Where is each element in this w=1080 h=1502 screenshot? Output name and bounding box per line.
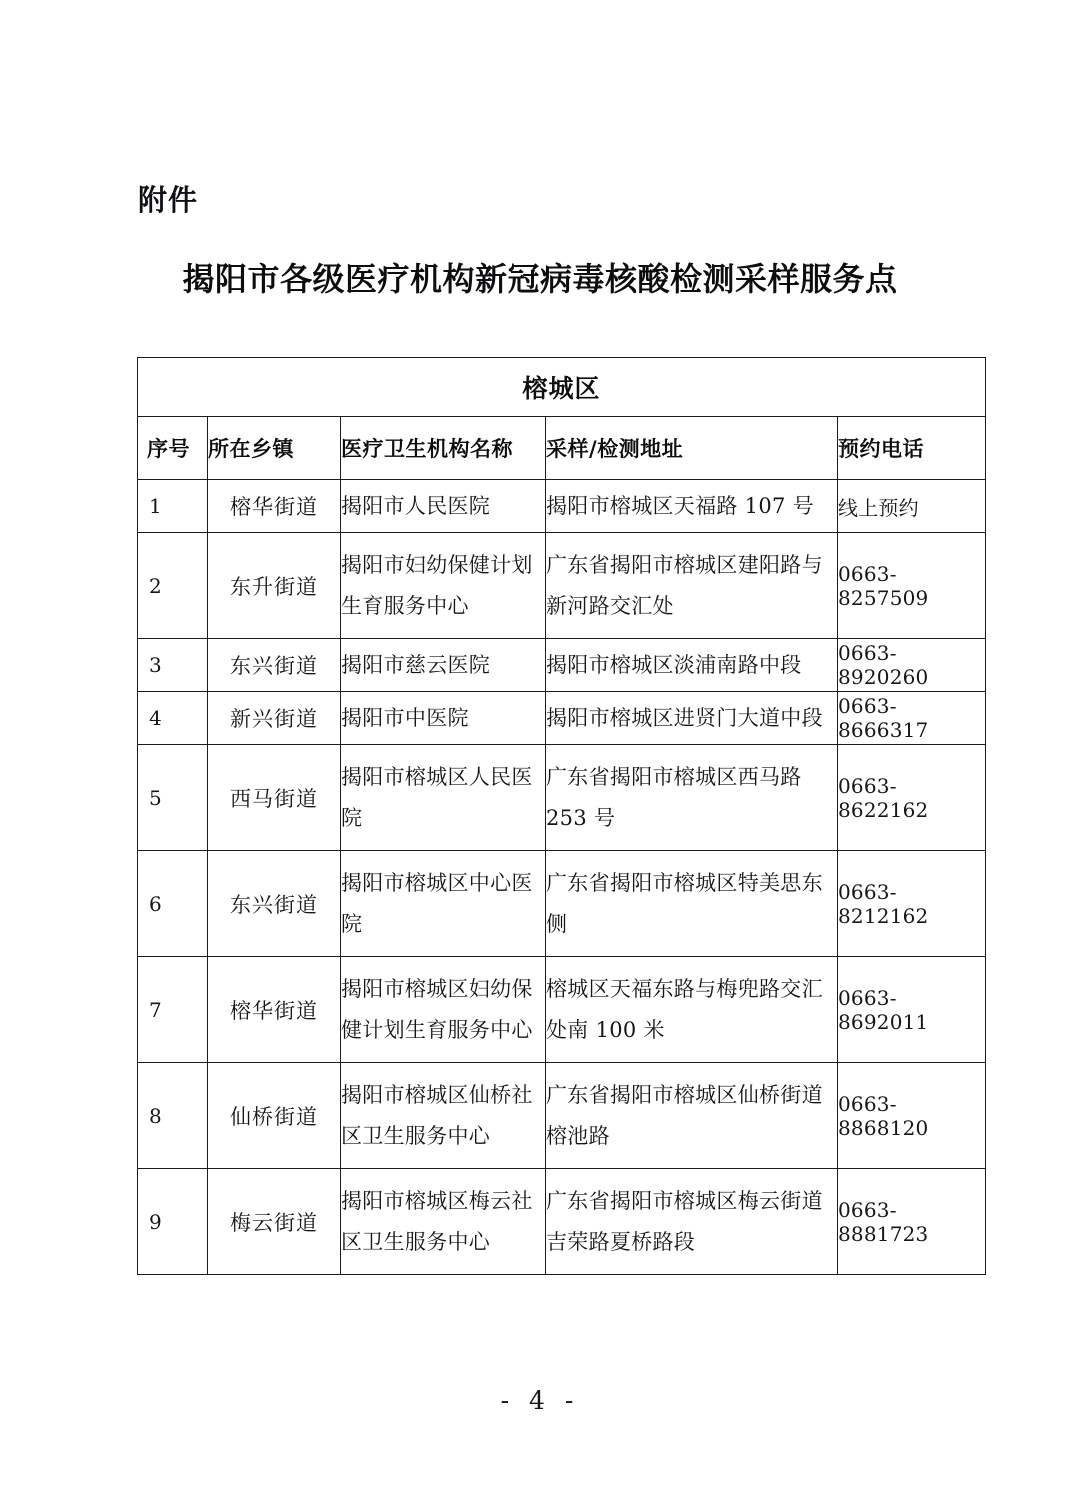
cell-address: 榕城区天福东路与梅兜路交汇处南 100 米	[546, 957, 838, 1063]
table-row	[138, 745, 986, 851]
column-header-phone: 预约电话	[838, 417, 986, 480]
cell-township: 榕华街道	[208, 957, 341, 1063]
cell-address: 揭阳市榕城区淡浦南路中段	[546, 639, 838, 692]
cell-organization: 揭阳市慈云医院	[341, 639, 546, 692]
column-header-index: 序号	[138, 417, 208, 480]
cell-index: 7	[138, 957, 208, 1063]
cell-organization: 揭阳市榕城区仙桥社区卫生服务中心	[341, 1063, 546, 1169]
cell-township: 榕华街道	[208, 480, 341, 533]
cell-township: 梅云街道	[208, 1169, 341, 1275]
cell-phone: 线上预约	[838, 480, 986, 533]
cell-organization: 揭阳市人民医院	[341, 480, 546, 533]
cell-address: 广东省揭阳市榕城区梅云街道吉荣路夏桥路段	[546, 1169, 838, 1275]
region-header-row	[138, 358, 986, 417]
table-row	[138, 957, 986, 1063]
cell-index: 3	[138, 639, 208, 692]
cell-phone: 0663-8920260	[838, 639, 986, 692]
cell-index: 4	[138, 692, 208, 745]
cell-organization: 揭阳市中医院	[341, 692, 546, 745]
cell-township: 仙桥街道	[208, 1063, 341, 1169]
attachment-label: 附件	[138, 183, 199, 217]
cell-index: 5	[138, 745, 208, 851]
cell-township: 东兴街道	[208, 639, 341, 692]
table-row	[138, 1063, 986, 1169]
cell-organization: 揭阳市榕城区梅云社区卫生服务中心	[341, 1169, 546, 1275]
table-row	[138, 692, 986, 745]
column-header-address: 采样/检测地址	[546, 417, 838, 480]
cell-index: 9	[138, 1169, 208, 1275]
table-body	[138, 358, 986, 1275]
cell-organization: 揭阳市榕城区中心医院	[341, 851, 546, 957]
table-row	[138, 1169, 986, 1275]
cell-township: 新兴街道	[208, 692, 341, 745]
service-points-table-container	[137, 357, 985, 1275]
cell-organization: 揭阳市妇幼保健计划生育服务中心	[341, 533, 546, 639]
cell-address: 广东省揭阳市榕城区西马路 253 号	[546, 745, 838, 851]
cell-organization: 揭阳市榕城区妇幼保健计划生育服务中心	[341, 957, 546, 1063]
cell-phone: 0663-8666317	[838, 692, 986, 745]
cell-phone: 0663-8622162	[838, 745, 986, 851]
cell-address: 揭阳市榕城区进贤门大道中段	[546, 692, 838, 745]
cell-phone: 0663-8212162	[838, 851, 986, 957]
cell-phone: 0663-8257509	[838, 533, 986, 639]
cell-phone: 0663-8868120	[838, 1063, 986, 1169]
cell-phone: 0663-8881723	[838, 1169, 986, 1275]
cell-township: 东升街道	[208, 533, 341, 639]
column-header-township: 所在乡镇	[208, 417, 341, 480]
table-row	[138, 480, 986, 533]
cell-address: 广东省揭阳市榕城区建阳路与新河路交汇处	[546, 533, 838, 639]
page-title: 揭阳市各级医疗机构新冠病毒核酸检测采样服务点	[182, 260, 898, 298]
cell-index: 1	[138, 480, 208, 533]
table-row	[138, 851, 986, 957]
cell-phone: 0663-8692011	[838, 957, 986, 1063]
region-header-cell: 榕城区	[138, 358, 986, 417]
column-header-row	[138, 417, 986, 480]
cell-township: 西马街道	[208, 745, 341, 851]
cell-township: 东兴街道	[208, 851, 341, 957]
cell-address: 广东省揭阳市榕城区仙桥街道榕池路	[546, 1063, 838, 1169]
table-row	[138, 533, 986, 639]
cell-index: 8	[138, 1063, 208, 1169]
cell-index: 2	[138, 533, 208, 639]
page-number: - 4 -	[500, 1386, 580, 1415]
cell-organization: 揭阳市榕城区人民医院	[341, 745, 546, 851]
cell-address: 广东省揭阳市榕城区特美思东侧	[546, 851, 838, 957]
cell-address: 揭阳市榕城区天福路 107 号	[546, 480, 838, 533]
table-row	[138, 639, 986, 692]
cell-index: 6	[138, 851, 208, 957]
service-points-table	[137, 357, 986, 1275]
column-header-organization: 医疗卫生机构名称	[341, 417, 546, 480]
